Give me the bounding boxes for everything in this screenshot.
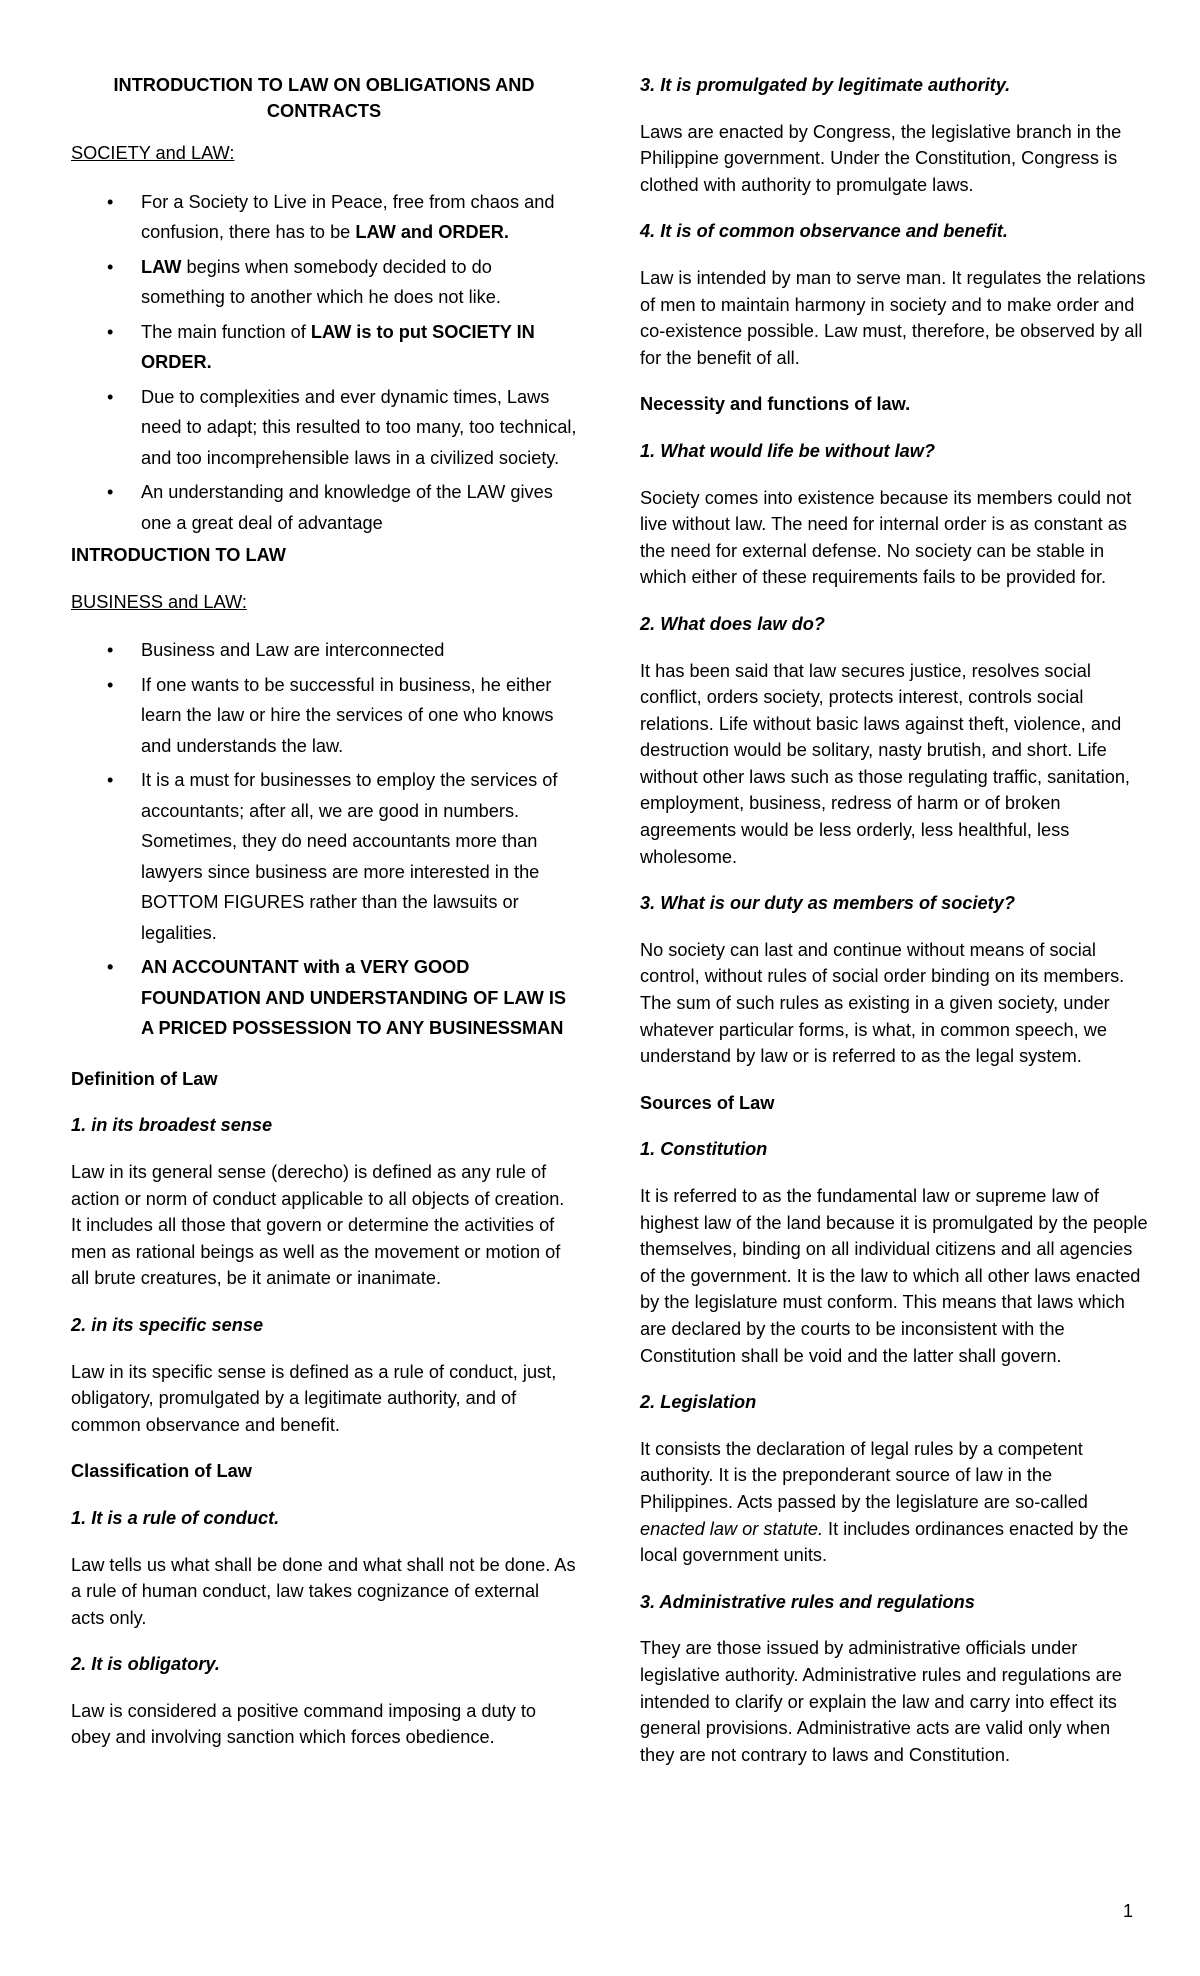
nec3-heading: 3. What is our duty as members of society? [640,893,1015,914]
classification-heading: Classification of Law [71,1461,252,1482]
bullet-icon: • [107,957,114,978]
list-item: • The main function of LAW is to put SOCIETY IN ORDER. [71,317,577,378]
nec2-heading: 2. What does law do? [640,613,825,634]
nec2-text: It has been said that law secures justice, resolves social conflict, orders society, protects interest, controls social relations. Life without basic laws against theft, violence, and destruction would be solitary, nasty brutish, and short. Life without other laws such as those regulating traffic, sanitation, employment, business, redress of harm or of broken agreements would be less orderly, less healthful, less wholesome. [640,660,1130,867]
src3-heading: 3. Administrative rules and regulations [640,1591,975,1612]
bullet-icon: • [107,191,114,212]
necessity-heading: Necessity and functions of law. [640,394,911,415]
intro-to-law-heading: INTRODUCTION TO LAW [71,545,286,566]
class3-heading: 3. It is promulgated by legitimate authority. [640,75,1011,95]
def1-heading: 1. in its broadest sense [71,1115,273,1136]
business-bullet-list [71,635,577,1044]
list-item: • If one wants to be successful in business, he either learn the law or hire the services of one who knows and understands the law. [71,670,577,762]
class3-text: Laws are enacted by Congress, the legislative branch in the Philippine government. Under the Constitution, Congress is clothed with authority to promulgate laws. [640,121,1122,195]
business-heading: BUSINESS and LAW: [71,591,247,612]
class4-heading: 4. It is of common observance and benefit. [640,221,1008,242]
src2-heading: 2. Legislation [640,1392,757,1413]
def2-heading: 2. in its specific sense [71,1314,264,1335]
class1-text: Law tells us what shall be done and what shall not be done. As a rule of human conduct, law takes cognizance of external acts only. [71,1554,576,1628]
left-column [71,72,577,1771]
page-number: 1 [1122,1901,1133,1921]
list-item: • For a Society to Live in Peace, free from chaos and confusion, there has to be LAW and ORDER. [71,187,577,248]
list-item: • It is a must for businesses to employ the services of accountants; after all, we are good in numbers. Sometimes, they do need accountants more than lawyers since business are more interested in the BOTTOM FIGURES rather than the lawsuits or legalities. [71,765,577,948]
class2-heading: 2. It is obligatory. [71,1654,220,1675]
def2-text: Law in its specific sense is defined as a rule of conduct, just, obligatory, promulgated by a legitimate authority, and of common observance and benefit. [71,1361,557,1435]
src3-text: They are those issued by administrative officials under legislative authority. Administrative rules and regulations are intended to clarify or explain the law and carry into effect its general provisions. Administrative acts are valid only when they are not contrary to laws and Constitution. [640,1638,1122,1765]
nec1-heading: 1. What would life be without law? [640,440,936,461]
bullet-icon: • [107,640,114,661]
bullet-icon: • [107,321,114,342]
sources-heading: Sources of Law [640,1092,775,1113]
class1-heading: 1. It is a rule of conduct. [71,1507,280,1528]
bullet-icon: • [107,482,114,503]
definition-heading: Definition of Law [71,1068,218,1089]
document-title [71,72,577,124]
society-heading: SOCIETY and LAW: [71,143,235,163]
list-item: • LAW begins when somebody decided to do something to another which he does not like. [71,252,577,313]
class4-text: Law is intended by man to serve man. It regulates the relations of men to maintain harmony in society and to make order and co-existence possible. Law must, therefore, be observed by all for the benefit of all. [640,267,1146,368]
list-item: • An understanding and knowledge of the LAW gives one a great deal of advantage [71,477,577,538]
src1-text: It is referred to as the fundamental law or supreme law of highest law of the land because it is promulgated by the people themselves, binding on all individual citizens and all agencies of the government. It is the law to which all other laws enacted by the legislature must conform. This means that laws which are declared by the courts to be inconsistent with the Constitution shall be void and the latter shall govern. [640,1186,1148,1366]
nec3-text: No society can last and continue without means of social control, without rules of social order binding on its members. The sum of such rules as existing in a given society, under whatever particular forms, is what, in common speech, we understand by law or is referred to as the legal system. [640,939,1125,1067]
nec1-text: Society comes into existence because its members could not live without law. The need for internal order is as constant as the need for external defense. No society can be stable in which either of these requirements fails to be provided for. [640,487,1132,588]
class2-text: Law is considered a positive command imposing a duty to obey and involving sanction which forces obedience. [71,1700,537,1748]
right-column [640,72,1148,1788]
bullet-icon: • [107,386,114,407]
list-item: • AN ACCOUNTANT with a VERY GOOD FOUNDATION AND UNDERSTANDING OF LAW IS A PRICED POSSESSION TO ANY BUSINESSMAN [71,952,577,1044]
src1-heading: 1. Constitution [640,1139,768,1160]
title-line-2: CONTRACTS [266,101,382,121]
list-item: • Business and Law are interconnected [71,635,577,666]
bullet-icon: • [107,256,114,277]
bullet-icon: • [107,674,114,695]
src2-text: It consists the declaration of legal rules by a competent authority. It is the preponderant source of law in the Philippines. Acts passed by the legislature are so-called enacted law or statute. It includes ordinances enacted by the local government units. [640,1438,1129,1566]
list-item: • Due to complexities and ever dynamic times, Laws need to adapt; this resulted to too many, too technical, and too incomprehensible laws in a civilized society. [71,382,577,474]
title-line-1: INTRODUCTION TO LAW ON OBLIGATIONS AND [113,75,535,95]
society-bullet-list [71,187,577,539]
def1-text: Law in its general sense (derecho) is defined as any rule of action or norm of conduct applicable to all objects of creation. It includes all those that govern or determine the activities of men as rational beings as well as the movement or motion of all brute creatures, be it animate or inanimate. [71,1161,565,1289]
bullet-icon: • [107,770,114,791]
